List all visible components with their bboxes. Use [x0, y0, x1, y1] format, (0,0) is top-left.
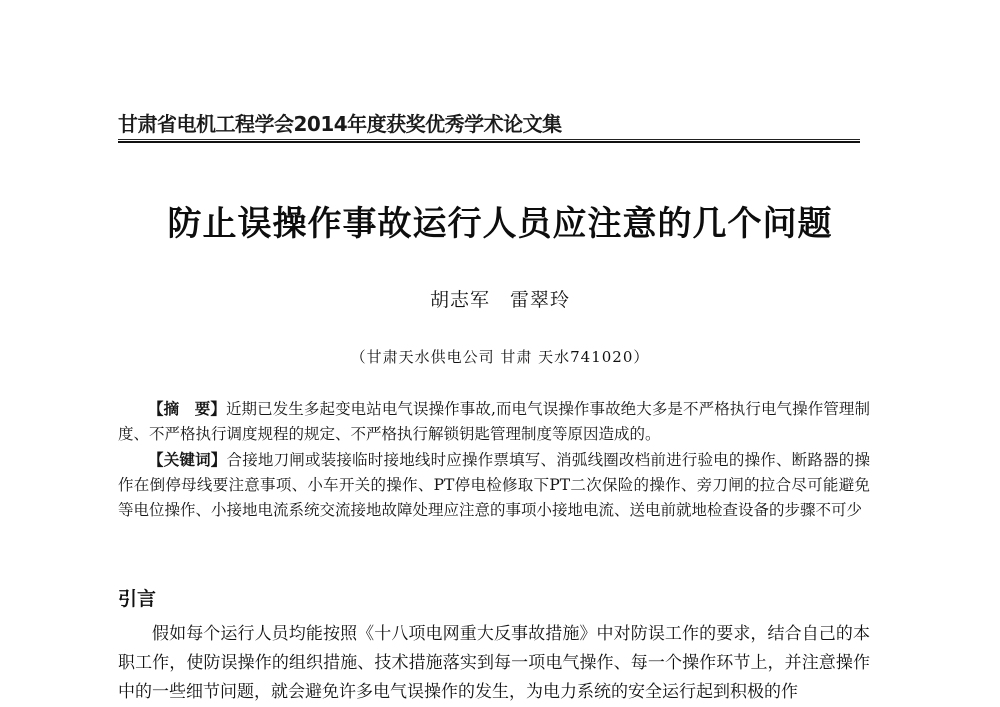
affiliation: （甘肃天水供电公司 甘肃 天水741020） — [350, 348, 650, 366]
running-header: 甘肃省电机工程学会2014年度获奖优秀学术论文集 — [118, 112, 562, 136]
abstract-text: 近期已发生多起变电站电气误操作事故,而电气误操作事故绝大多是不严格执行电气操作管理制度、不严格执行调度规程的规定、不严格执行解锁钥匙管理制度等原因造成的。 — [118, 400, 870, 443]
body-paragraph: 假如每个运行人员均能按照《十八项电网重大反事故措施》中对防误工作的要求，结合自己的本职工作，使防误操作的组织措施、技术措施落实到每一项电气操作、每一个操作环节上，并注意操作中的一些细节问题，就会避免许多电气误操作的发生，为电力系统的安全运行起到积极的作 — [118, 624, 870, 702]
header-rule-bold — [118, 141, 860, 143]
keywords-tag: 【关键词】 — [148, 451, 227, 469]
keywords-text: 合接地刀闸或装接临时接地线时应操作票填写、消弧线圈改档前进行验电的操作、断路器的操作在倒停母线要注意事项、小车开关的操作、PT停电检修取下PT二次保险的操作、旁刀闸的拉合尽可能避免等电位操作、小接地电流系统交流接地故障处理应注意的事项小接地电流、送电前就地检查设备的步骤不可少 — [118, 451, 870, 519]
section-heading: 引言 — [118, 588, 157, 610]
paper-title: 防止误操作事故运行人员应注意的几个问题 — [167, 204, 833, 244]
keywords — [118, 448, 870, 523]
authors: 胡志军 雷翠玲 — [429, 289, 570, 311]
abstract-tag: 【摘 要】 — [148, 400, 226, 418]
abstract — [118, 397, 870, 447]
header-rule — [118, 139, 860, 140]
